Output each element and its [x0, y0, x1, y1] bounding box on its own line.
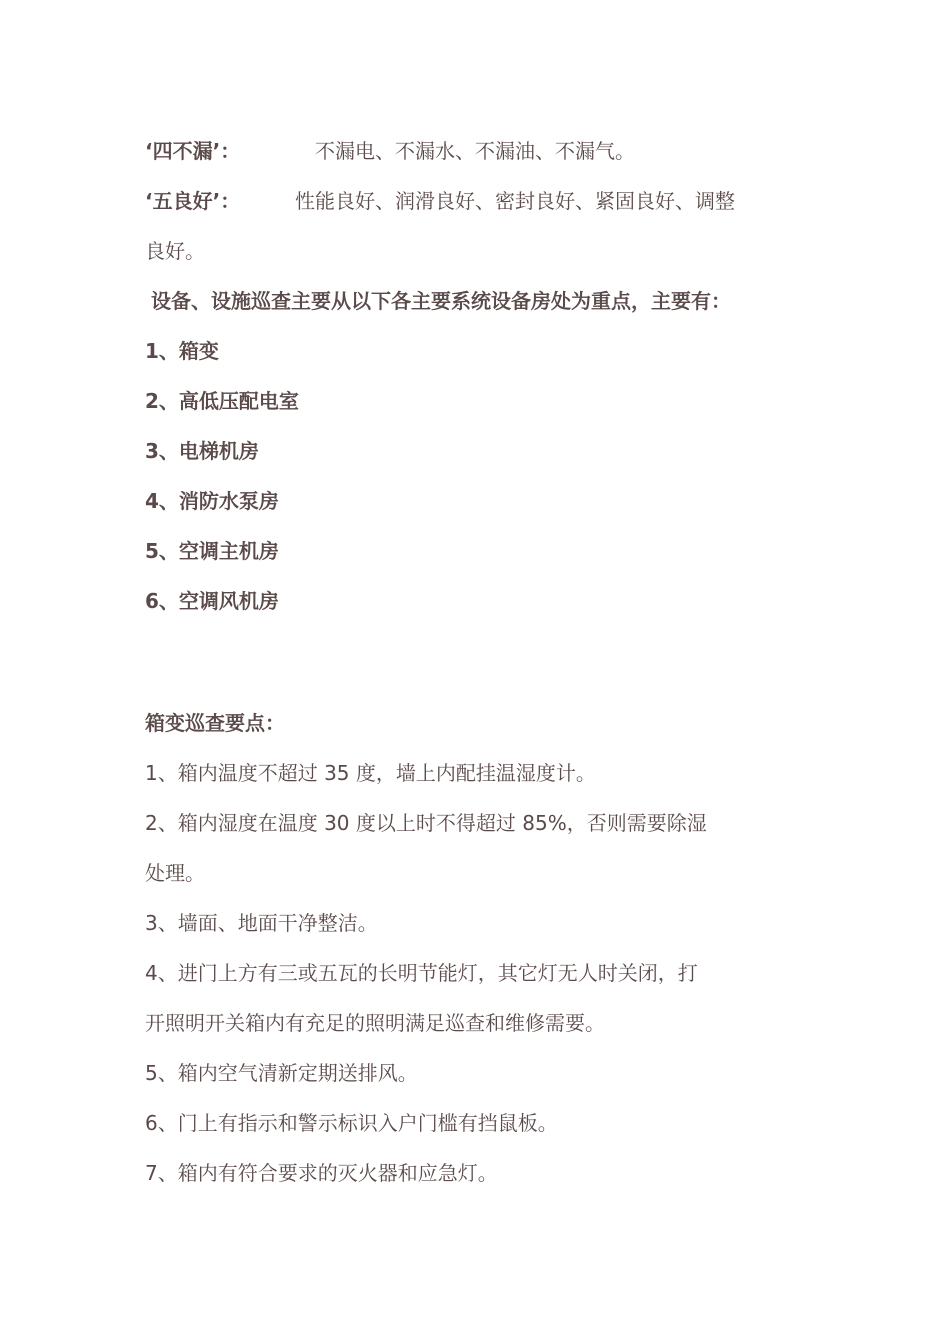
- list-item: 3、电梯机房: [145, 439, 259, 463]
- list-item: 4、进门上方有三或五瓦的长明节能灯，其它灯无人时关闭，打: [145, 961, 698, 985]
- list-item: 5、空调主机房: [145, 539, 279, 563]
- list-item: 2、高低压配电室: [145, 389, 299, 413]
- list-item: 5、箱内空气清新定期送排风。: [145, 1061, 418, 1085]
- definition-text: 性能良好、润滑良好、密封良好、紧固良好、调整: [295, 189, 735, 213]
- intro-paragraph: 设备、设施巡查主要从以下各主要系统设备房处为重点，主要有：: [151, 289, 731, 313]
- document-content: [145, 126, 810, 1198]
- list-item: 1、箱内温度不超过 35 度，墙上内配挂温湿度计。: [145, 761, 596, 785]
- list-item: 7、箱内有符合要求的灭火器和应急灯。: [145, 1161, 498, 1185]
- room-list: [145, 326, 810, 626]
- definition-continuation: 良好。: [145, 239, 205, 263]
- section-title: 箱变巡查要点：: [145, 711, 285, 735]
- list-item-continuation: 开照明开关箱内有充足的照明满足巡查和维修需要。: [145, 1011, 605, 1035]
- inspection-points: [145, 748, 810, 1198]
- list-item-continuation: 处理。: [145, 861, 205, 885]
- list-item: 4、消防水泵房: [145, 489, 279, 513]
- list-item: 3、墙面、地面干净整洁。: [145, 911, 378, 935]
- list-item: 6、门上有指示和警示标识入户门槛有挡鼠板。: [145, 1111, 558, 1135]
- list-item: 6、空调风机房: [145, 589, 279, 613]
- definition-four-no-leak: [145, 126, 810, 176]
- definition-text: 不漏电、不漏水、不漏油、不漏气。: [315, 139, 635, 163]
- definition-term: ‘四不漏’：: [145, 139, 241, 163]
- list-item: 2、箱内湿度在温度 30 度以上时不得超过 85%，否则需要除湿: [145, 811, 707, 835]
- definition-term: ‘五良好’：: [145, 189, 241, 213]
- list-item: 1、箱变: [145, 339, 219, 363]
- spacer: [145, 626, 810, 698]
- definition-five-good: [145, 176, 810, 226]
